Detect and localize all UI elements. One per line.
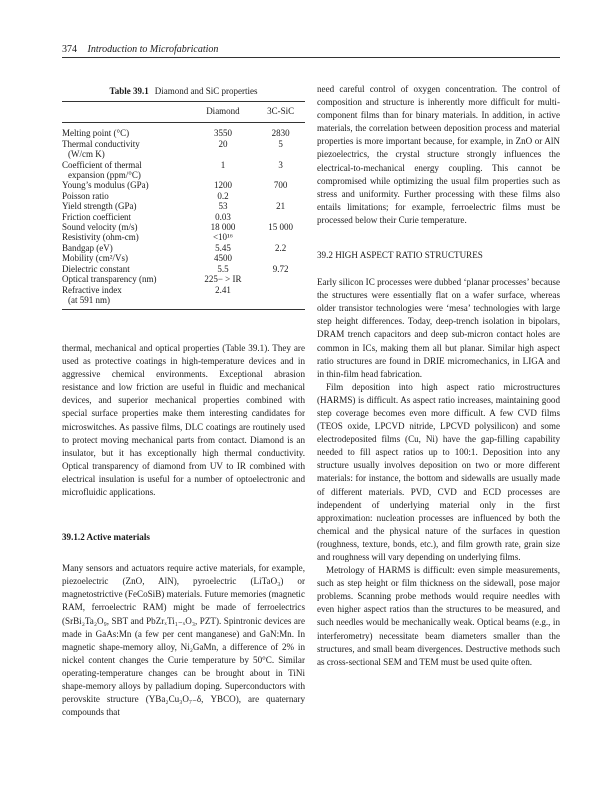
table-header-cell: 3C-SiC — [256, 102, 305, 123]
section-heading: 39.1.2 Active materials — [62, 532, 150, 543]
table-row: Optical transparency (nm) 225− > IR — [62, 274, 242, 285]
running-header — [62, 44, 218, 55]
table-row: expansion (ppm/°C) — [68, 170, 141, 181]
table-row: Sound velocity (m/s) 18 000 15 000 — [62, 222, 293, 233]
table-caption-text: Diamond and SiC properties — [154, 86, 258, 96]
table-row: Resistivity (ohm-cm) <10¹⁶ — [62, 232, 233, 243]
table-row: Dielectric constant 5.5 9.72 — [62, 263, 289, 274]
table-row: Friction coefficient 0.03 — [62, 211, 231, 222]
table-row: Young’s modulus (GPa) 1200 700 — [62, 180, 288, 191]
section-heading: 39.2 HIGH ASPECT RATIO STRUCTURES — [317, 250, 483, 261]
paragraph: Film deposition into high aspect ratio microstructures (HARMS) is difficult. As aspect ratio increases, maintaining good step coverage becomes even more difficult. A few CVD films (TEOS oxide, LPCVD nitride, LPCVD polysilicon) and some electrodeposited films (Cu, Ni) have the gap-filling capability needed to fill aspect ratios up to 100:1. Deposition into any structure usually involves deposition on two or more different materials: for instance, the bottom and sidewalls are usually made of different materials. PVD, CVD and ECD processes are independent of underlying material only in the first approximation: nucleation processes are influenced by both the chemical and the physical nature of the surfaces in question (roughness, texture, bonds, etc.), and film growth rate, grain size and roughness will vary depending on underlying films. — [317, 381, 560, 562]
table-row: Bandgap (eV) 5.45 2.2 — [62, 242, 287, 253]
table-row: Yield strength (GPa) 53 21 — [62, 201, 286, 212]
paragraph: Early silicon IC processes were dubbed ‘planar processes’ because the structures were essentially flat on a wafer surface, whereas older transistor technologies were ‘mesa’ technologies with large step height differences. Today, deep-trench isolation in bipolars, DRAM trench capacitors and deep sub-micron contact holes are common in ICs, making them all but planar. Similar high aspect ratio structures are found in DRIE micromechanics, in LIGA and in thin-film head fabrication. — [317, 277, 560, 379]
right-column — [317, 83, 560, 669]
paragraph: thermal, mechanical and optical properties (Table 39.1). They are used as protective coatings in high-temperature devices and in aggressive chemical environments. Exceptional abrasion resistance and low friction are useful in fluidic and mechanical devices, and superior mechanical properties combined with special surface properties make them interesting candidates for microswitches. As passive films, DLC coatings are routinely used to protect moving mechanical parts from contact. Diamond is an insulator, but it has exceptionally high thermal conductivity. Optical transparency of diamond from UV to IR combined with electrical insulation is useful for a number of optoelectronic and microfluidic applications. — [62, 343, 305, 498]
properties-table — [62, 101, 305, 310]
table-row: (W/cm K) — [68, 149, 105, 160]
table-caption — [62, 86, 305, 96]
running-title: Introduction to Microfabrication — [87, 44, 219, 55]
table-row: Melting point (°C) 3550 2830 — [62, 128, 290, 139]
table-header-cell — [62, 102, 190, 123]
page-number: 374 — [62, 44, 77, 55]
table-row: Coefficient of thermal 1 3 — [62, 159, 283, 170]
table-row: (at 591 nm) — [62, 295, 305, 310]
header-rule — [62, 57, 560, 58]
table-row: Refractive index 2.41 — [62, 284, 231, 295]
table-row: Poisson ratio 0.2 — [62, 190, 229, 201]
paragraph: Metrology of HARMS is difficult: even simple measurements, such as step height or film thickness on the sidewall, pose major problems. Scanning probe methods would require needles with even higher aspect ratios than the structures to be measured, and such needles would be mechanically weak. Optical beams (e.g., in interferometry) necessitate beam diameters smaller than the structures, and small beam divergences. Destructive methods such as cross-sectional SEM and TEM must be used quite often. — [317, 565, 560, 667]
table-header-cell: Diamond — [190, 102, 257, 123]
table-label: Table 39.1 — [109, 86, 149, 96]
table-row: Mobility (cm²/Vs) 4500 — [62, 253, 232, 264]
left-column — [62, 342, 305, 719]
paragraph: Many sensors and actuators require active materials, for example, piezoelectric (ZnO, AlN), pyroelectric (LiTaO₃) or magnetostrictive (FeCoSiB) materials. Future memories (magnetic RAM, ferroelectric RAM) might be made of ferroelectrics (SrBi₂Ta₂O₉, SBT and PbZrₓTi₁₋ₓO₃, PZT). Spintronic devices are made in GaAs:Mn (a few per cent manganese) and GaN:Mn. In magnetic shape-memory alloy, Ni₂GaMn, a difference of 2% in nickel content changes the Curie temperature by 50°C. Similar operating-temperature changes can be brought about in TiNi shape-memory alloys by palladium doping. Superconductors with perovskite structure (YBa₂Cu₃O₇₋δ, YBCO), are quaternary compounds that — [62, 563, 305, 718]
paragraph: need careful control of oxygen concentration. The control of composition and structure is inherently more difficult for multi-component films than for binary materials. In addition, in active materials, the correlation between deposition process and material properties is more important because, for example, in ZnO or AlN piezoelectrics, the crystal structure strongly influences the electrical-to-mechanical energy coupling. This cannot be compromised while optimizing the usual film properties such as stress and uniformity. Further processing with these films also entails limitations; for example, ferroelectric films must be processed below their Curie temperature. — [317, 84, 560, 225]
table-row: Thermal conductivity 20 5 — [62, 138, 283, 149]
